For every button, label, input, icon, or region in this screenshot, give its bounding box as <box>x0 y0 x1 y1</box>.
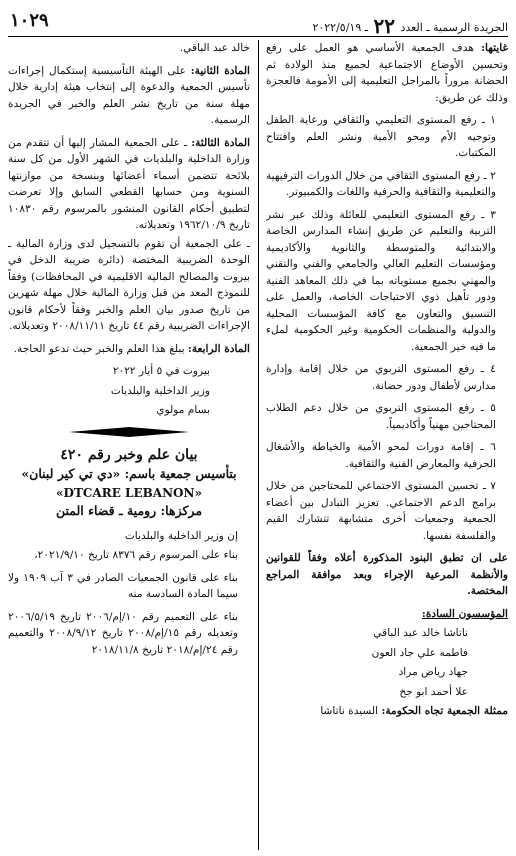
rep-continuation: خالد عبد الباقي. <box>179 42 250 54</box>
goal-item-3: ٣ ـ رفع المستوى التعليمي للعائلة وذلك عبر نشر التربية والتعليم عن طريق إنشاء المدارس الخاصة والابتدائية والمتوسطة والثانوية والأكاديمية ومؤسسات التعليم العالي والجامعي والفني والتقني والمهني بجميع مستوياته بما في ذلك المعاهد الفنية ودور تأهيل ذوي الاحتياجات الخاصة، والعمل على التنسيق والتعاون مع كافة المؤسسات المحلية والدولية والمنظمات الحكومية وغير الحكومية لملء ما فيه خير الجمعية. <box>266 208 496 353</box>
gov-rep-paragraph <box>266 703 508 720</box>
founders-label: المؤسسون السادة: <box>421 607 508 620</box>
goal-item-6: ٦ ـ إقامة دورات لمحو الأمية والخياطة والأشغال الحرفية والمعارض الفنية والثقافية. <box>266 441 496 470</box>
notice-location: مركزها: رومية ـ قضاء المتن <box>55 503 203 518</box>
header-title-prefix: الجريدة الرسمية ـ العدد <box>400 21 508 34</box>
article-4-label: المادة الرابعة: <box>187 342 250 355</box>
left-column <box>8 40 250 852</box>
column-divider <box>258 40 259 850</box>
basis-1: بناء على المرسوم رقم ٨٣٧٦ تاريخ ٢٠٢١/٩/١٠، <box>34 549 238 561</box>
article-3-text: ـ على الجمعية المشار إليها أن تتقدم من وزارة الداخلية والبلديات في الشهر الأول من كل سنة بلائحة تتضمن أسماء أعضائها وبنسخة من موازنتها السنوية ومن حسابها القطعي السابق وإلا تعرضت لتطبيق أحكام القانون المنشور بالمرسوم رقم ١٠٨٣٠ تاريخ ١٩٦٢/١٠/٩ وتعديلاته. <box>8 136 250 231</box>
sign-title: وزير الداخلية والبلديات <box>110 384 210 397</box>
article-3 <box>8 135 250 234</box>
sign-place-date: بيروت في ٥ أيار ٢٠٢٢ <box>112 365 210 377</box>
article-2 <box>8 63 250 129</box>
goal-item-7: ٧ ـ تحسين المستوى الاجتماعي للمحتاجين من خلال برامج الدعم الاجتماعي. تعزيز التبادل بين أعضاء الجمعية وجمعيات أخرى متشابهة تتشارك القيم والفلسفة نفسها. <box>266 480 496 542</box>
basis-2: بناء على قانون الجمعيات الصادر في ٣ آب ١٩٠٩ ولا سيما المادة السادسة منه <box>8 571 239 600</box>
founder-3: جهاد رياض مراد <box>398 666 468 678</box>
article-2-label: المادة الثانية: <box>190 64 250 77</box>
goal-item-5: ٥ ـ رفع المستوى التربوي من خلال دعم الطلاب المحتاجين مهنياً وأكاديمياً. <box>266 402 496 431</box>
goal-item-4: ٤ ـ رفع المستوى التربوي من خلال إقامة وإدارة مدارس لأطفال ودور حضانة. <box>266 363 496 392</box>
condition-paragraph: على ان تطبق البنود المذكورة أعلاه وفقاً للقوانين والأنظمة المرعية الإجراء وبعد موافقة المراجع المختصة. <box>266 552 508 597</box>
founder-1: ناتاشا خالد عبد الباقي <box>373 627 468 639</box>
header-page-number: ١٠٢٩ <box>10 10 49 31</box>
page-header <box>8 6 508 37</box>
gov-rep-label: ممثلة الجمعية تجاه الحكومة: <box>381 705 508 717</box>
right-column <box>266 40 508 852</box>
article-3-label: المادة الثالثة: <box>191 136 250 149</box>
goals-text: هدف الجمعية الأساسي هو العمل على رفع وتحسين الأوضاع الاجتماعية لجميع منذ الولادة ثم الحضانة مروراً بالمراحل التعليمية إلى الأمومة فالعجزة وذلك عن طريق: <box>266 42 508 104</box>
divider-ornament <box>69 427 189 437</box>
header-title <box>312 14 508 38</box>
goals-paragraph <box>266 40 508 106</box>
header-issue-number: ٢٢ <box>373 14 395 38</box>
section-divider <box>8 427 250 437</box>
notice-subtitle: بتأسيس جمعية باسم: «دي تي كير لبنان» <box>21 466 237 481</box>
goal-item-2: ٢ ـ رفع المستوى الثقافي من خلال الدورات الترفيهية والتعليمية والثقافية والحرفية واللغات والكمبيوتر. <box>266 169 496 198</box>
founder-4: علا أحمد ابو جخ <box>399 685 468 698</box>
notice-title: بيان علم وخبر رقم ٤٢٠ <box>60 446 198 463</box>
article-3-continued: ـ على الجمعية أن تقوم بالتسجيل لدى وزارة المالية ـ الوحدة الضريبية المختصة (دائرة ضريبة الدخل في بيروت والمصالح المالية الاقليمية في المحافظات) وفقاً للنموذج المعد من قبل وزارة المالية خلال مهلة شهرين من تاريخ صدور بيان العلم والخبر وفقاً لأحكام قانون الإجراءات الضريبية رقم ٤٤ تاريخ ٢٠٠٨/١١/١١ وتعديلاته. <box>8 237 250 332</box>
founder-2: فاطمه علي جاد العون <box>371 646 468 659</box>
article-2-text: على الهيئة التأسيسية إستكمال إجراءات تأسيس الجمعية والدعوة إلى إنتخاب هيئة إدارية خلال مهلة سنة من تاريخ نشر العلم والخبر في الجريدة الرسمية. <box>8 64 250 126</box>
article-4-text: يبلغ هذا العلم والخبر حيث تدعو الحاجة. <box>13 342 185 355</box>
notice-latin-name: «DTCARE LEBANON» <box>56 485 202 500</box>
header-date: ـ ٢٠٢٢/٥/١٩ <box>312 21 368 34</box>
goals-label: غايتها: <box>481 42 508 54</box>
basis-3: بناء على التعميم رقم ١٠/إم/٢٠٠٦ تاريخ ٢٠٠٦/٥/١٩ وتعديله رقم ١٥/إم/٢٠٠٨ تاريخ ٢٠٠٨/٩/١٢ والتعميم رقم ٢٤/إم/٢٠١٨ تاريخ ٢٠١٨/١١/٨ <box>8 610 238 656</box>
article-4 <box>8 341 250 358</box>
gov-rep-text: السيدة ناتاشا <box>320 705 379 717</box>
goal-item-1: ١ ـ رفع المستوى التعليمي والثقافي ورعاية الطفل وتوجيه الأم ومحو الأمية ونشر العلم وافتتاح المكتبات. <box>266 114 496 159</box>
from-line: إن وزير الداخلية والبلديات <box>124 529 238 542</box>
sign-name: بسام مولوي <box>156 404 210 416</box>
